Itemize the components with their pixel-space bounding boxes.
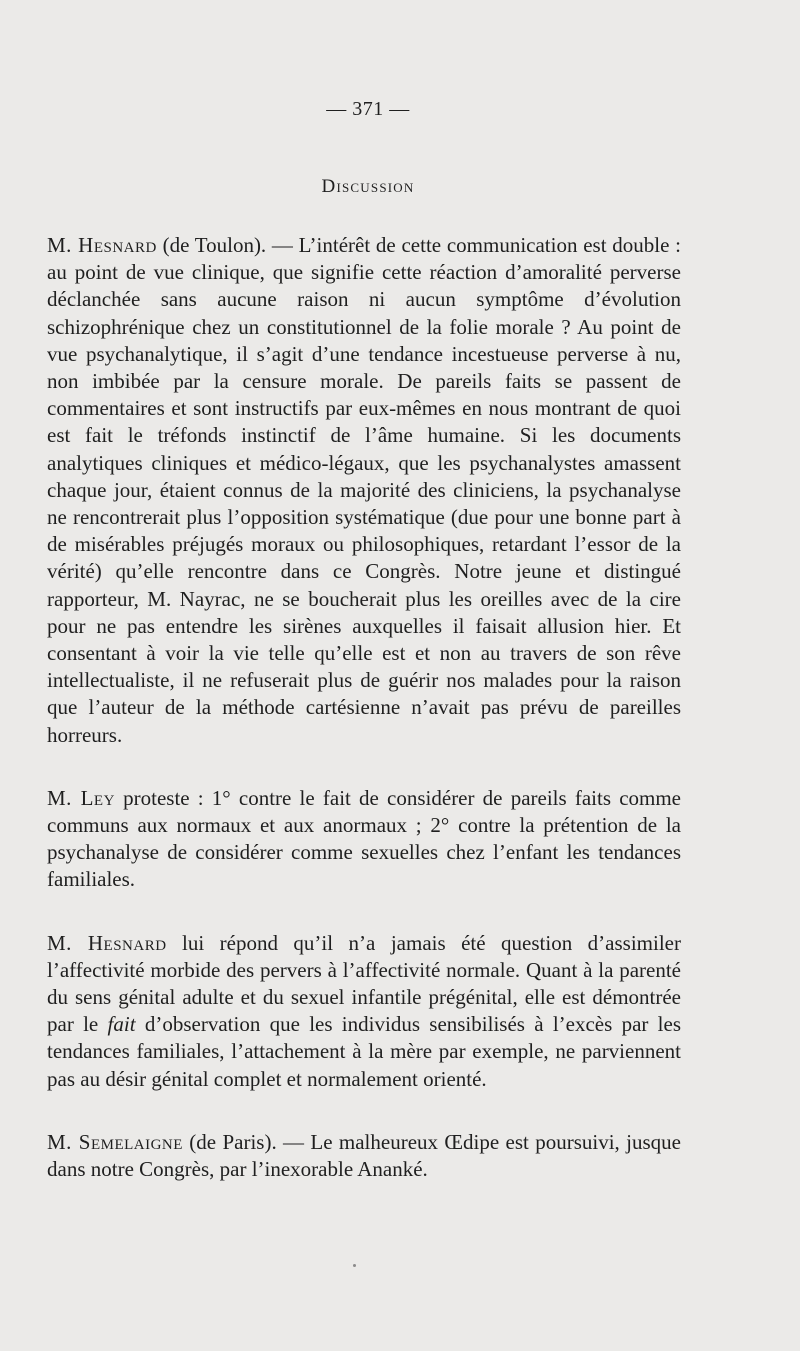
speaker-name: M. Semelaigne <box>47 1129 183 1154</box>
document-body <box>47 232 681 1219</box>
discussion-paragraph-hesnard-2 <box>47 930 681 1093</box>
paragraph-italic-word: fait <box>107 1012 136 1037</box>
discussion-paragraph-semelaigne <box>47 1129 681 1183</box>
paragraph-text-part-1: lui répond qu’il n’a jamais été question d’assimiler l’affectivité morbide des pervers à l’affectivité normale. Quant à la parenté du sens génital adulte et du sexuel infantile prégénital, elle est démontrée par le <box>47 930 681 1037</box>
paper-speck <box>353 1264 356 1267</box>
speaker-name: M. Ley <box>47 785 115 810</box>
paragraph-text-part-2: d’observation que les individus sensibilisés à l’excès par les tendances familiales, l’attachement à la mère par exemple, ne parviennent pas au désir génital complet et normalement orienté. <box>47 1012 681 1091</box>
section-heading: Discussion <box>321 176 415 197</box>
speaker-name: M. Hesnard <box>47 930 167 955</box>
discussion-paragraph-hesnard-1 <box>47 232 681 749</box>
paragraph-text: proteste : 1° contre le fait de considérer de pareils faits comme communs aux normaux et aux anormaux ; 2° contre la prétention de la psychanalyse de considérer comme sexuelles chez l’enfant les tendances familiales. <box>47 785 681 892</box>
paragraph-text: (de Toulon). — L’intérêt de cette communication est double : au point de vue clinique, que signifie cette réaction d’amoralité perverse déclanchée sans aucune raison ni aucun symptôme d’évolution schizophrénique chez un constitutionnel de la folie morale ? Au point de vue psychanalytique, il s’agit d’une tendance incestueuse perverse à nu, non imbibée par la censure morale. De pareils faits se passent de commentaires et sont instructifs par eux-mêmes en nous montrant de quoi est fait le tréfonds instinctif de l’âme humaine. Si les documents analytiques cliniques et médico-légaux, que les psychanalystes amassent chaque jour, étaient connus de la majorité des cliniciens, la psychanalyse ne rencontrerait plus l’opposition systématique (due pour une bonne part à de misérables préjugés moraux ou philosophiques, retardant l’essor de la vérité) qu’elle rencontre dans ce Congrès. Notre jeune et distingué rapporteur, M. Nayrac, ne se boucherait plus les oreilles avec de la cire pour ne pas entendre les sirènes auxquelles il faisait allusion hier. Et consentant à voir la vie telle qu’elle est et non au travers de son rêve intellectualiste, il ne refuserait plus de guérir nos malades pour la raison que l’auteur de la méthode cartésienne n’avait pas prévu de pareilles horreurs. <box>47 233 681 747</box>
page-number: — 371 — <box>326 98 410 120</box>
discussion-paragraph-ley <box>47 785 681 894</box>
paragraph-text: (de Paris). — Le malheureux Œdipe est poursuivi, jusque dans notre Congrès, par l’inexorable Ananké. <box>47 1129 681 1182</box>
speaker-name: M. Hesnard <box>47 233 157 257</box>
